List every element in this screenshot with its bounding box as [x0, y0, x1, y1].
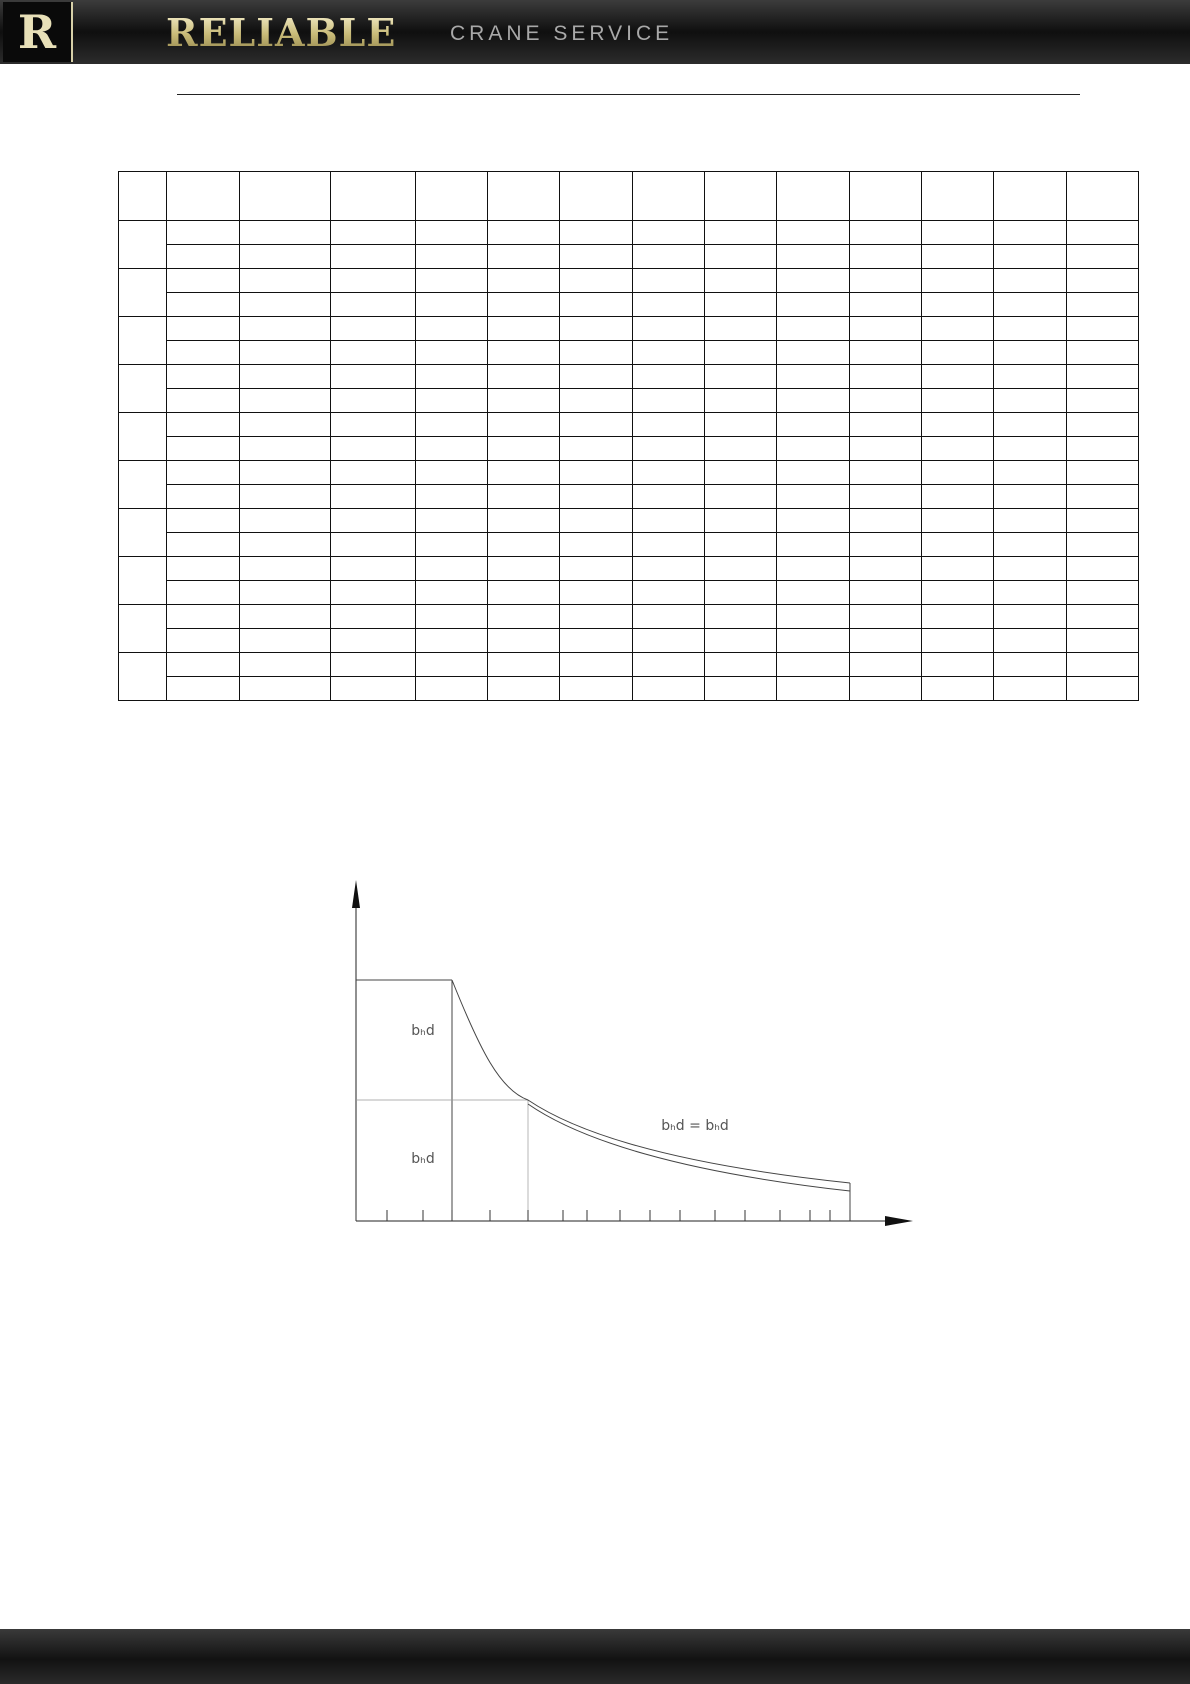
brand-subtitle: CRANE SERVICE: [450, 22, 674, 45]
footer-bar: [0, 1629, 1190, 1684]
load-curve-upper: [452, 980, 850, 1183]
logo-letter: R: [17, 5, 57, 59]
brand-title: RELIABLE: [166, 10, 397, 55]
x-axis-arrow: [885, 1216, 913, 1226]
chart-annotation: bₕd: [411, 1023, 435, 1039]
chart-annotation: bₕd = bₕd: [661, 1118, 729, 1134]
chart-annotation: bₕd: [411, 1151, 435, 1167]
y-axis-arrow: [352, 880, 360, 908]
